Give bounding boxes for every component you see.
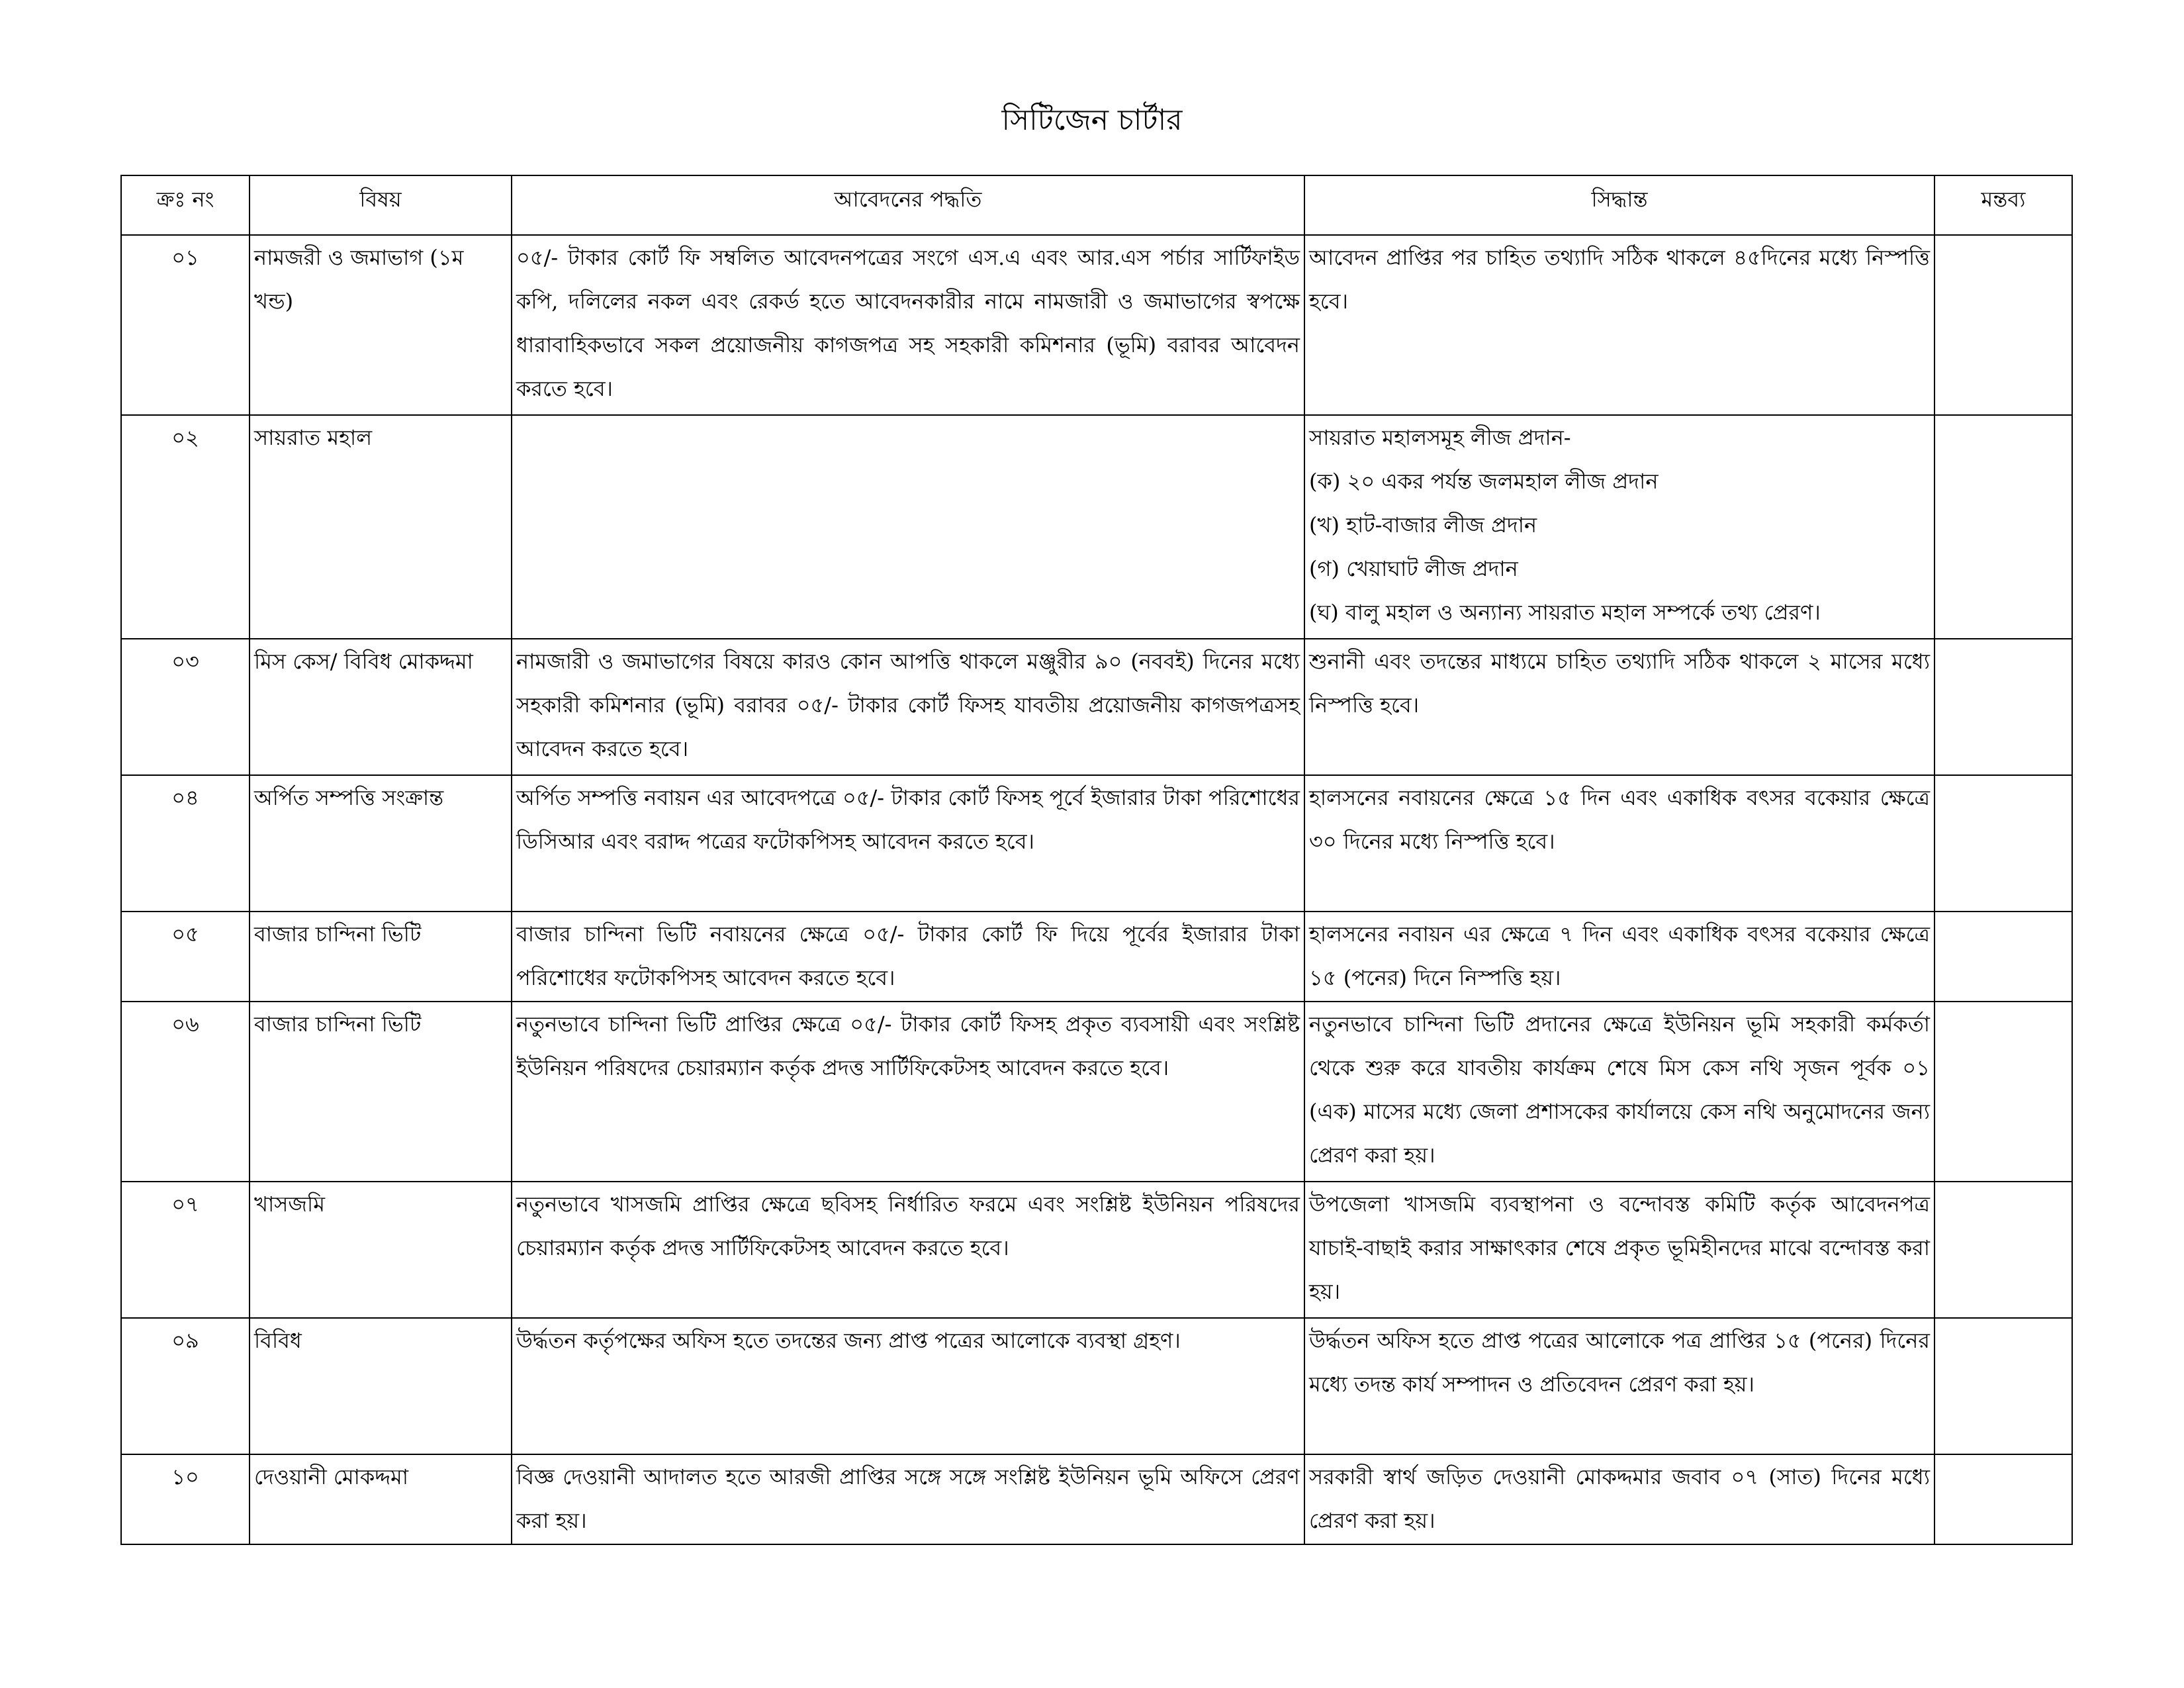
serial-cell: ০১ (121, 235, 250, 415)
page-title: সিটিজেন চার্টার (1001, 103, 1183, 137)
method-cell: উর্দ্ধতন কর্তৃপক্ষের অফিস হতে তদন্তের জন্য প্রাপ্ত পত্রের আলোকে ব্যবস্থা গ্রহণ। (512, 1318, 1304, 1454)
subject-cell: বিবিধ (250, 1318, 512, 1454)
subject-cell: দেওয়ানী মোকদ্দমা (250, 1454, 512, 1544)
method-cell: নতুনভাবে চান্দিনা ভিটি প্রাপ্তির ক্ষেত্রে ০৫/- টাকার কোর্ট ফিসহ প্রকৃত ব্যবসায়ী এবং সংশ্লিষ্ট ইউনিয়ন পরিষদের চেয়ারম্যান কর্তৃক প্রদত্ত সার্টিফিকেটসহ আবেদন করতে হবে। (512, 1002, 1304, 1182)
serial-cell: ০৯ (121, 1318, 250, 1454)
subject-cell: বাজার চান্দিনা ভিটি (250, 1002, 512, 1182)
decision-cell: শুনানী এবং তদন্তের মাধ্যমে চাহিত তথ্যাদি সঠিক থাকলে ২ মাসের মধ্যে নিস্পত্তি হবে। (1304, 639, 1934, 775)
method-cell: নতুনভাবে খাসজমি প্রাপ্তির ক্ষেত্রে ছবিসহ নির্ধারিত ফরমে এবং সংশ্লিষ্ট ইউনিয়ন পরিষদের চেয়ারম্যান কর্তৃক প্রদত্ত সার্টিফিকেটসহ আবেদন করতে হবে। (512, 1182, 1304, 1318)
table-row (121, 1454, 2072, 1544)
remarks-cell (1934, 1454, 2072, 1544)
decision-line: (গ) খেয়াঘাট লীজ প্রদান (1309, 556, 1518, 581)
header-subject: বিষয় (250, 175, 512, 235)
remarks-cell (1934, 639, 2072, 775)
decision-cell: হালসনের নবায়ন এর ক্ষেত্রে ৭ দিন এবং একাধিক বৎসর বকেয়ার ক্ষেত্রে ১৫ (পনের) দিনে নিস্পত্তি হয়। (1304, 912, 1934, 1002)
method-cell (512, 415, 1304, 639)
serial-cell: ০৪ (121, 775, 250, 912)
method-cell: নামজারী ও জমাভাগের বিষয়ে কারও কোন আপত্তি থাকলে মঞ্জুরীর ৯০ (নববই) দিনের মধ্যে সহকারী কমিশনার (ভূমি) বরাবর ০৫/- টাকার কোর্ট ফিসহ যাবতীয় প্রয়োজনীয় কাগজপত্রসহ আবেদন করতে হবে। (512, 639, 1304, 775)
remarks-cell (1934, 1002, 2072, 1182)
method-cell: অর্পিত সম্পত্তি নবায়ন এর আবেদপত্রে ০৫/- টাকার কোর্ট ফিসহ পূর্বে ইজারার টাকা পরিশোধের ডিসিআর এবং বরাদ্দ পত্রের ফটোকপিসহ আবেদন করতে হবে। (512, 775, 1304, 912)
subject-cell: বাজার চান্দিনা ভিটি (250, 912, 512, 1002)
serial-cell: ০৭ (121, 1182, 250, 1318)
subject-cell: সায়রাত মহাল (250, 415, 512, 639)
header-row (121, 175, 2072, 235)
decision-cell: আবেদন প্রাপ্তির পর চাহিত তথ্যাদি সঠিক থাকলে ৪৫দিনের মধ্যে নিস্পত্তি হবে। (1304, 235, 1934, 415)
remarks-cell (1934, 235, 2072, 415)
table-row (121, 912, 2072, 1002)
table-row (121, 775, 2072, 912)
remarks-cell (1934, 1182, 2072, 1318)
subject-cell: খাসজমি (250, 1182, 512, 1318)
table-row (121, 415, 2072, 639)
decision-line: সায়রাত মহালসমূহ লীজ প্রদান- (1309, 425, 1571, 450)
decision-cell: নতুনভাবে চান্দিনা ভিটি প্রদানের ক্ষেত্রে ইউনিয়ন ভূমি সহকারী কর্মকর্তা থেকে শুরু করে যাবতীয় কার্যক্রম শেষে মিস কেস নথি সৃজন পূর্বক ০১ (এক) মাসের মধ্যে জেলা প্রশাসকের কার্যালয়ে কেস নথি অনুমোদনের জন্য প্রেরণ করা হয়। (1304, 1002, 1934, 1182)
decision-line: (খ) হাট-বাজার লীজ প্রদান (1309, 512, 1537, 538)
serial-cell: ০৩ (121, 639, 250, 775)
decision-cell: সরকারী স্বার্থ জড়িত দেওয়ানী মোকদ্দমার জবাব ০৭ (সাত) দিনের মধ্যে প্রেরণ করা হয়। (1304, 1454, 1934, 1544)
table-row (121, 639, 2072, 775)
serial-cell: ০৫ (121, 912, 250, 1002)
table-row (121, 1002, 2072, 1182)
decision-line: (ঘ) বালু মহাল ও অন্যান্য সায়রাত মহাল সম্পর্কে তথ্য প্রেরণ। (1309, 600, 1821, 625)
decision-cell: হালসনের নবায়নের ক্ষেত্রে ১৫ দিন এবং একাধিক বৎসর বকেয়ার ক্ষেত্রে ৩০ দিনের মধ্যে নিস্পত্তি হবে। (1304, 775, 1934, 912)
table-row (121, 235, 2072, 415)
decision-cell: উর্দ্ধতন অফিস হতে প্রাপ্ত পত্রের আলোকে পত্র প্রাপ্তির ১৫ (পনের) দিনের মধ্যে তদন্ত কার্য সম্পাদন ও প্রতিবেদন প্রেরণ করা হয়। (1304, 1318, 1934, 1454)
table-row (121, 1182, 2072, 1318)
remarks-cell (1934, 912, 2072, 1002)
method-cell: বিজ্ঞ দেওয়ানী আদালত হতে আরজী প্রাপ্তির সঙ্গে সঙ্গে সংশ্লিষ্ট ইউনিয়ন ভূমি অফিসে প্রেরণ করা হয়। (512, 1454, 1304, 1544)
subject-cell: নামজরী ও জমাভাগ (১ম খন্ড) (250, 235, 512, 415)
table-row (121, 1318, 2072, 1454)
decision-cell (1304, 415, 1934, 639)
decision-line: (ক) ২০ একর পর্যন্ত জলমহাল লীজ প্রদান (1309, 469, 1659, 494)
subject-cell: অর্পিত সম্পত্তি সংক্রান্ত (250, 775, 512, 912)
header-method: আবেদনের পদ্ধতি (512, 175, 1304, 235)
citizen-charter-table (120, 175, 2073, 1545)
decision-cell: উপজেলা খাসজমি ব্যবস্থাপনা ও বন্দোবস্ত কমিটি কর্তৃক আবেদনপত্র যাচাই-বাছাই করার সাক্ষাৎকার শেষে প্রকৃত ভূমিহীনদের মাঝে বন্দোবস্ত করা হয়। (1304, 1182, 1934, 1318)
serial-cell: ১০ (121, 1454, 250, 1544)
remarks-cell (1934, 415, 2072, 639)
method-cell: ০৫/- টাকার কোর্ট ফি সম্বলিত আবেদনপত্রের সংগে এস.এ এবং আর.এস পর্চার সার্টিফাইড কপি, দলিলের নকল এবং রেকর্ড হতে আবেদনকারীর নামে নামজারী ও জমাভাগের স্বপক্ষে ধারাবাহিকভাবে সকল প্রয়োজনীয় কাগজপত্র সহ সহকারী কমিশনার (ভূমি) বরাবর আবেদন করতে হবে। (512, 235, 1304, 415)
header-serial: ক্রঃ নং (121, 175, 250, 235)
header-remarks: মন্তব্য (1934, 175, 2072, 235)
method-cell: বাজার চান্দিনা ভিটি নবায়নের ক্ষেত্রে ০৫/- টাকার কোর্ট ফি দিয়ে পূর্বের ইজারার টাকা পরিশোধের ফটোকপিসহ আবেদন করতে হবে। (512, 912, 1304, 1002)
serial-cell: ০৬ (121, 1002, 250, 1182)
remarks-cell (1934, 775, 2072, 912)
serial-cell: ০২ (121, 415, 250, 639)
remarks-cell (1934, 1318, 2072, 1454)
subject-cell: মিস কেস/ বিবিধ মোকদ্দমা (250, 639, 512, 775)
header-decision: সিদ্ধান্ত (1304, 175, 1934, 235)
